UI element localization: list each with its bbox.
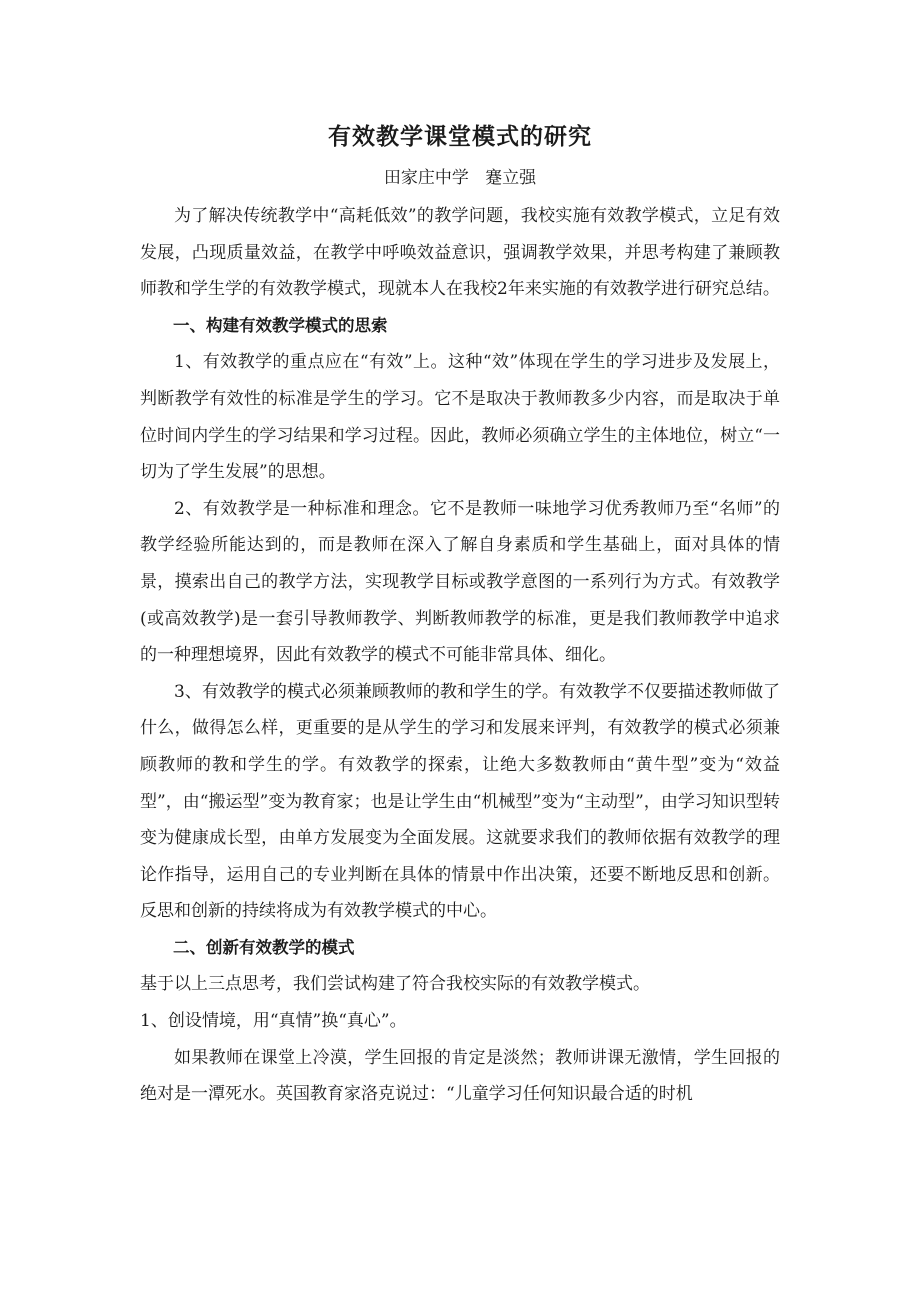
section-heading-2: 二、创新有效教学的模式 xyxy=(173,937,355,957)
section-heading-1: 一、构建有效教学模式的思索 xyxy=(173,315,388,335)
paragraph-summary: 基于以上三点思考，我们尝试构建了符合我校实际的有效教学模式。 xyxy=(140,974,650,995)
paragraph-situation: 如果教师在课堂上冷漠，学生回报的肯定是淡然；教师讲课无激情，学生回报的绝对是一潭死水。英国教育家洛克说过：“儿童学习任何知识最合适的时机 xyxy=(140,1047,780,1105)
paragraph-point-3: 3、有效教学的模式必须兼顾教师的教和学生的学。有效教学不仅要描述教师做了什么，做得怎么样，更重要的是从学生的学习和发展来评判，有效教学的模式必须兼顾教师的教和学生的学。有效教学的探索，让绝大多数教师由“黄牛型”变为“效益型”，由“搬运型”变为教育家；也是让学生由“机械型”变为“主动型”，由学习知识型转变为健康成长型，由单方发展变为全面发展。这就要求我们的教师依据有效教学的理论作指导，运用自己的专业判断在具体的情景中作出决策，还要不断地反思和创新。反思和创新的持续将成为有效教学模式的中心。 xyxy=(140,681,780,922)
document-body xyxy=(140,198,780,1113)
paragraph-intro: 为了解决传统教学中“高耗低效”的教学问题，我校实施有效教学模式，立足有效发展，凸现质量效益，在教学中呼唤效益意识，强调教学效果，并思考构建了兼顾教师教和学生学的有效教学模式，现就本人在我校2年来实施的有效教学进行研究总结。 xyxy=(140,206,780,300)
paragraph-point-2: 2、有效教学是一种标准和理念。它不是教师一味地学习优秀教师乃至“名师”的教学经验所能达到的，而是教师在深入了解自身素质和学生基础上，面对具体的情景，摸索出自己的教学方法，实现教学目标或教学意图的一系列行为方式。有效教学(或高效教学)是一套引导教师教学、判断教师教学的标准，更是我们教师教学中追求的一种理想境界，因此有效教学的模式不可能非常具体、细化。 xyxy=(140,498,780,666)
document-title: 有效教学课堂模式的研究 xyxy=(328,123,592,150)
subheading-1: 1、创设情境，用“真情”换“真心”。 xyxy=(140,1011,407,1032)
paragraph-point-1: 1、有效教学的重点应在“有效”上。这种“效”体现在学生的学习进步及发展上，判断教学有效性的标准是学生的学习。它不是取决于教师教多少内容，而是取决于单位时间内学生的学习结果和学习过程。因此，教师必须确立学生的主体地位，树立“一切为了学生发展”的思想。 xyxy=(140,352,780,483)
document-author: 田家庄中学 蹇立强 xyxy=(383,168,537,188)
